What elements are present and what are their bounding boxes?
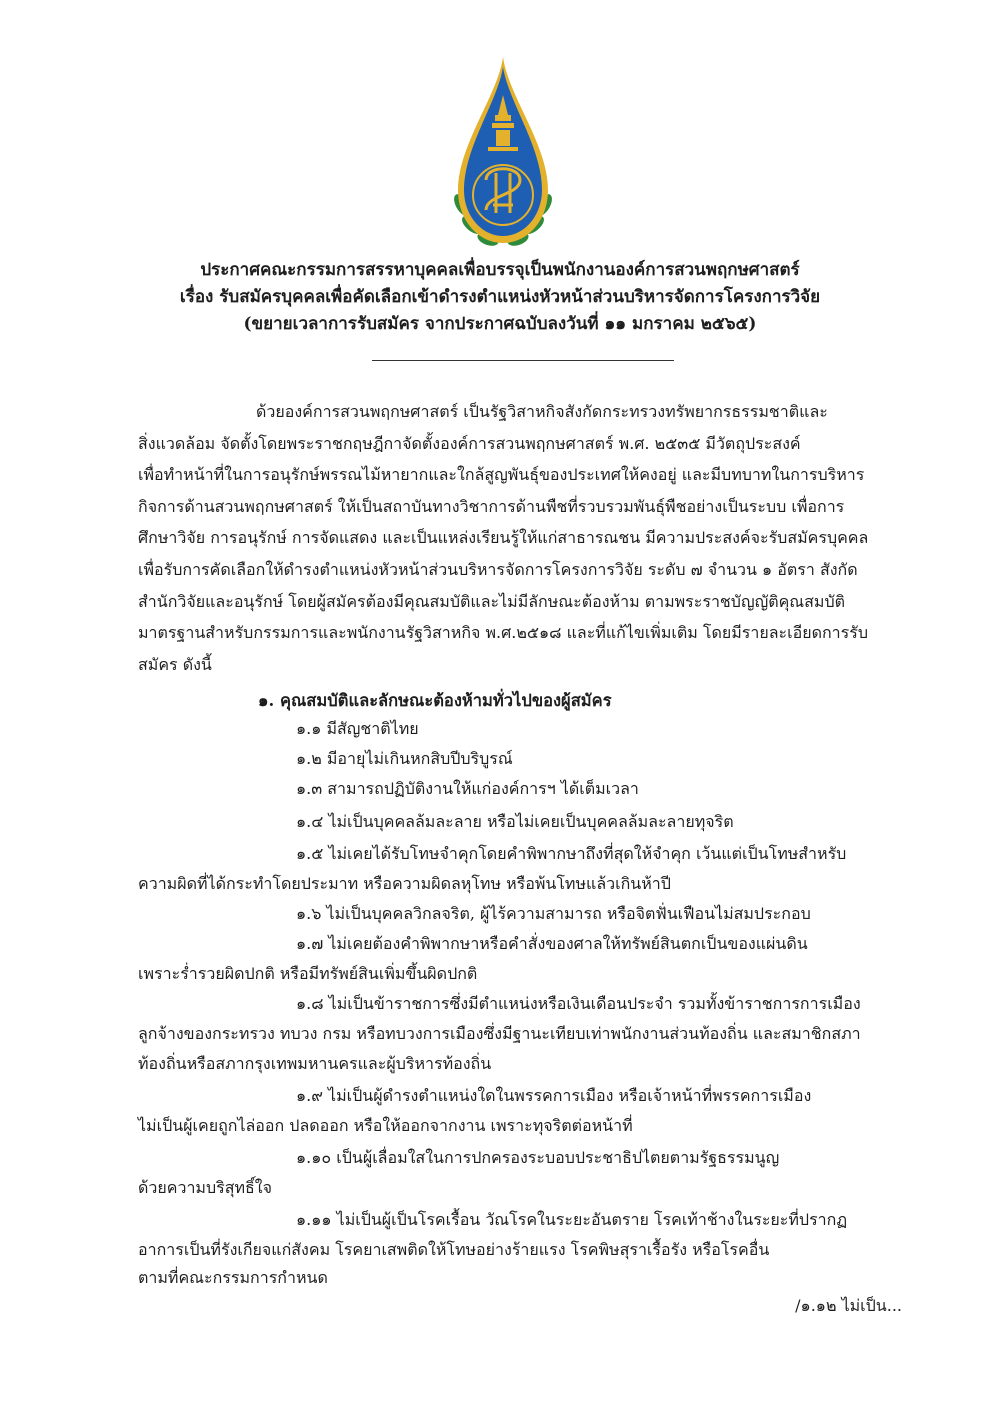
list-item-continued: ด้วยความบริสุทธิ์ใจ xyxy=(138,1178,272,1197)
intro-line: กิจการด้านสวนพฤกษศาสตร์ ให้เป็นสถาบันทางวิชาการด้านพืชที่รวบรวมพันธุ์พืชอย่างเป็นระบบ เพื่อการ xyxy=(138,496,845,516)
intro-line: สำนักวิจัยและอนุรักษ์ โดยผู้สมัครต้องมีคุณสมบัติและไม่มีลักษณะต้องห้าม ตามพระราชบัญญัติคุณสมบัติ xyxy=(138,591,846,611)
list-item: ๑.๑๐ เป็นผู้เลื่อมใสในการปกครองระบอบประชาธิปไตยตามรัฐธรรมนูญ xyxy=(296,1148,780,1167)
intro-line: เพื่อทำหน้าที่ในการอนุรักษ์พรรณไม้หายากและใกล้สูญพันธุ์ของประเทศให้คงอยู่ และมีบทบาทในการบริหาร xyxy=(138,465,865,485)
intro-line: เพื่อรับการคัดเลือกให้ดำรงตำแหน่งหัวหน้าส่วนบริหารจัดการโครงการวิจัย ระดับ ๗ จำนวน ๑ อัตรา สังกัด xyxy=(138,559,858,579)
header-subject: เรื่อง รับสมัครบุคคลเพื่อคัดเลือกเข้าดำรงตำแหน่งหัวหน้าส่วนบริหารจัดการโครงการวิจัย xyxy=(179,287,821,307)
list-item: ๑.๑๑ ไม่เป็นผู้เป็นโรคเรื้อน วัณโรคในระยะอันตราย โรคเท้าช้างในระยะที่ปรากฏ xyxy=(296,1210,848,1229)
header-title: ประกาศคณะกรรมการสรรหาบุคคลเพื่อบรรจุเป็นพนักงานองค์การสวนพฤกษศาสตร์ xyxy=(200,260,800,280)
organization-logo-icon xyxy=(448,55,558,255)
continuation-note: /๑.๑๒ ไม่เป็น... xyxy=(795,1296,902,1315)
list-item: ๑.๒ มีอายุไม่เกินหกสิบปีบริบูรณ์ xyxy=(296,749,513,768)
list-item: ๑.๕ ไม่เคยได้รับโทษจำคุกโดยคำพิพากษาถึงที่สุดให้จำคุก เว้นแต่เป็นโทษสำหรับ xyxy=(296,844,847,863)
list-item: ๑.๓ สามารถปฏิบัติงานให้แก่องค์การฯ ได้เต็มเวลา xyxy=(296,779,639,798)
header-note: (ขยายเวลาการรับสมัคร จากประกาศฉบับลงวันที่ ๑๑ มกราคม ๒๕๖๕) xyxy=(243,314,757,334)
list-item: ๑.๘ ไม่เป็นข้าราชการซึ่งมีตำแหน่งหรือเงินเดือนประจำ รวมทั้งข้าราชการการเมือง xyxy=(296,994,861,1013)
list-item-continued: ไม่เป็นผู้เคยถูกไล่ออก ปลดออก หรือให้ออกจากงาน เพราะทุจริตต่อหน้าที่ xyxy=(138,1116,633,1135)
list-item-continued: ท้องถิ่นหรือสภากรุงเทพมหานครและผู้บริหารท้องถิ่น xyxy=(138,1054,492,1073)
document-header xyxy=(150,257,850,338)
intro-line: ด้วยองค์การสวนพฤกษศาสตร์ เป็นรัฐวิสาหกิจสังกัดกระทรวงทรัพยากรธรรมชาติและ xyxy=(256,402,828,421)
header-divider xyxy=(372,360,674,361)
list-item: ๑.๔ ไม่เป็นบุคคลล้มละลาย หรือไม่เคยเป็นบุคคลล้มละลายทุจริต xyxy=(296,812,734,831)
list-item-continued: ความผิดที่ได้กระทำโดยประมาท หรือความผิดลหุโทษ หรือพ้นโทษแล้วเกินห้าปี xyxy=(138,874,671,893)
list-item: ๑.๖ ไม่เป็นบุคคลวิกลจริต, ผู้ไร้ความสามารถ หรือจิตฟั่นเฟือนไม่สมประกอบ xyxy=(296,904,811,923)
list-item-continued: อาการเป็นที่รังเกียจแก่สังคม โรคยาเสพติดให้โทษอย่างร้ายแรง โรคพิษสุราเรื้อรัง หรือโรคอื่น xyxy=(138,1240,770,1259)
list-item: ๑.๗ ไม่เคยต้องคำพิพากษาหรือคำสั่งของศาลให้ทรัพย์สินตกเป็นของแผ่นดิน xyxy=(296,934,808,953)
list-item-continued: เพราะร่ำรวยผิดปกติ หรือมีทรัพย์สินเพิ่มขึ้นผิดปกติ xyxy=(138,964,478,983)
list-item: ๑.๑ มีสัญชาติไทย xyxy=(296,719,419,738)
list-item-continued: ลูกจ้างของกระทรวง ทบวง กรม หรือทบวงการเมืองซึ่งมีฐานะเทียบเท่าพนักงานส่วนท้องถิ่น และสมาชิกสภา xyxy=(138,1024,861,1043)
list-item-continued: ตามที่คณะกรรมการกำหนด xyxy=(138,1268,328,1287)
list-item: ๑.๙ ไม่เป็นผู้ดำรงตำแหน่งใดในพรรคการเมือง หรือเจ้าหน้าที่พรรคการเมือง xyxy=(296,1086,812,1105)
intro-line: มาตรฐานสำหรับกรรมการและพนักงานรัฐวิสาหกิจ พ.ศ.๒๕๑๘ และที่แก้ไขเพิ่มเติม โดยมีรายละเอียดการรับ xyxy=(138,623,868,643)
intro-paragraph xyxy=(138,396,869,680)
intro-line: สิ่งแวดล้อม จัดตั้งโดยพระราชกฤษฎีกาจัดตั้งองค์การสวนพฤกษศาสตร์ พ.ศ. ๒๕๓๕ มีวัตถุประสงค์ xyxy=(138,433,801,453)
section-heading: ๑. คุณสมบัติและลักษณะต้องห้ามทั่วไปของผู้สมัคร xyxy=(258,691,612,710)
intro-line: สมัคร ดังนี้ xyxy=(138,654,212,674)
intro-line: ศึกษาวิจัย การอนุรักษ์ การจัดแสดง และเป็นแหล่งเรียนรู้ให้แก่สาธารณชน มีความประสงค์จะรับสมัครบุคคล xyxy=(138,528,869,548)
